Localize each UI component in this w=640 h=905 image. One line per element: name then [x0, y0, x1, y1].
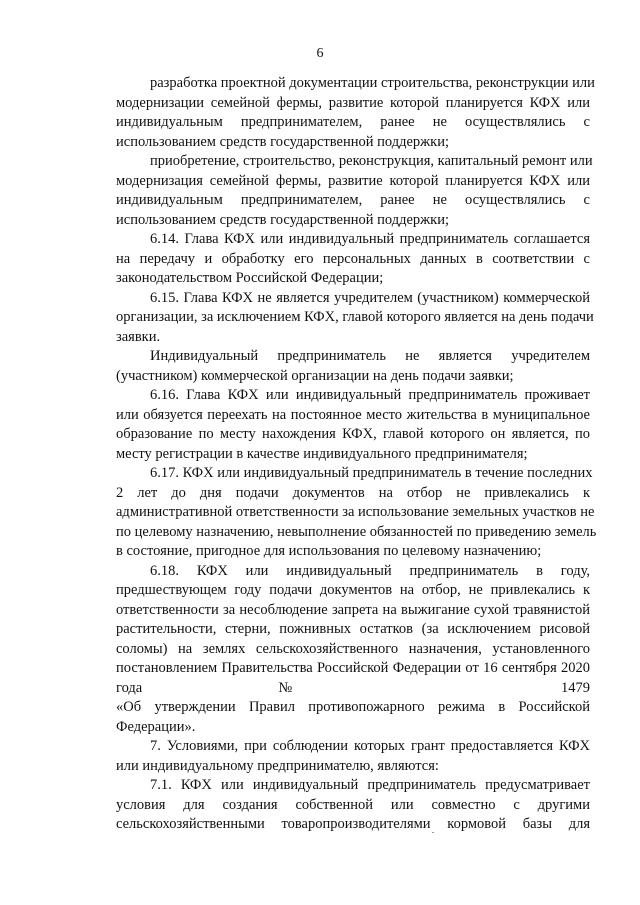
- paragraph-item-7: [116, 737, 590, 776]
- text-line: индивидуальным предпринимателем, ранее не осуществлялись с: [116, 114, 590, 130]
- paragraph-item-6-18: [116, 562, 590, 738]
- text-line: на передачу и обработку его персональных данных в соответствии с: [116, 250, 590, 267]
- text-line: «Об утверждении Правил противопожарного режима в Российской: [116, 699, 590, 715]
- text-line: модернизация семейной фермы, развитие которой планируется КФХ или: [116, 172, 590, 189]
- document-body: [116, 74, 597, 835]
- text-line: организации, за исключением КФХ, главой которого является на день подачи: [116, 309, 594, 325]
- text-line: сельскохозяйственными товаропроизводителями кормовой базы для: [116, 816, 590, 832]
- paragraph-item-7-1: [116, 776, 590, 835]
- text-line: в состояние, пригодное для использования по целевому назначению;: [116, 543, 542, 559]
- text-line: или обязуется переехать на постоянное место жительства в муниципальное: [116, 406, 590, 423]
- text-line: 6.16. Глава КФХ или индивидуальный предприниматель проживает: [150, 387, 590, 403]
- text-line: заявки.: [116, 328, 161, 345]
- text-line: 6.18. КФХ или индивидуальный предприниматель в году,: [150, 562, 590, 579]
- text-line: 7.1. КФХ или индивидуальный предприниматель предусматривает: [150, 777, 590, 793]
- text-line: индивидуальным предпринимателем, ранее не осуществлялись с: [116, 192, 590, 208]
- text-line: месту регистрации в качестве индивидуального предпринимателя;: [116, 445, 528, 462]
- paragraph-item-6-17: [116, 464, 597, 562]
- text-line: Индивидуальный предприниматель не является учредителем: [150, 348, 590, 364]
- text-line: 6.15. Глава КФХ не является учредителем (участником) коммерческой: [150, 289, 590, 306]
- text-line: предшествующем году подачи документов на отбор, не привлекались к: [116, 582, 590, 598]
- text-line: 2 лет до дня подачи документов на отбор не привлекались к: [116, 484, 590, 501]
- text-line: 6.17. КФХ или индивидуальный предприниматель в течение последних: [150, 465, 593, 481]
- text-line: растительности, стерни, пожнивных остатков (за исключением рисовой: [116, 621, 590, 637]
- text-line: Федерации».: [116, 718, 196, 735]
- scan-speck: [432, 832, 434, 833]
- text-line: административной ответственности за использование земельных участков не: [116, 504, 595, 520]
- text-line: приобретение, строительство, реконструкция, капитальный ремонт или: [150, 153, 593, 169]
- paragraph-design-docs: [116, 74, 595, 152]
- page-number: 6: [316, 46, 324, 61]
- text-line: разработка проектной документации строительства, реконструкции или: [150, 75, 595, 91]
- text-line: 7. Условиями, при соблюдении которых грант предоставляется КФХ: [150, 738, 590, 754]
- paragraph-item-6-16: [116, 386, 590, 464]
- text-line: (участником) коммерческой организации на день подачи заявки;: [116, 367, 514, 384]
- paragraph-item-6-15-ip: [116, 347, 590, 386]
- text-line: года № 1479: [116, 679, 590, 696]
- text-line: использованием средств государственной поддержки;: [116, 211, 450, 228]
- text-line: 6.14. Глава КФХ или индивидуальный предприниматель соглашается: [150, 231, 590, 247]
- text-line: условия для создания собственной или совместно с другими: [116, 796, 590, 813]
- text-line: соломы) на землях сельскохозяйственного назначения, установленного: [116, 640, 590, 657]
- text-line: модернизации семейной фермы, развитие которой планируется КФХ или: [116, 94, 590, 111]
- text-line: по целевому назначению, невыполнение обязанностей по приведению земель: [116, 523, 597, 540]
- text-line: постановлением Правительства Российской Федерации от 16 сентября 2020: [116, 660, 590, 676]
- paragraph-item-6-15: [116, 289, 594, 348]
- text-line: ответственности за несоблюдение запрета на выжигание сухой травянистой: [116, 601, 590, 618]
- paragraph-item-6-14: [116, 230, 590, 289]
- text-line: образование по месту нахождения КФХ, главой которого он является, по: [116, 426, 590, 442]
- text-line: использованием средств государственной поддержки;: [116, 133, 450, 150]
- paragraph-acquisition: [116, 152, 593, 230]
- text-line: или индивидуальному предпринимателю, являются:: [116, 757, 439, 774]
- text-line: законодательством Российской Федерации;: [116, 270, 384, 286]
